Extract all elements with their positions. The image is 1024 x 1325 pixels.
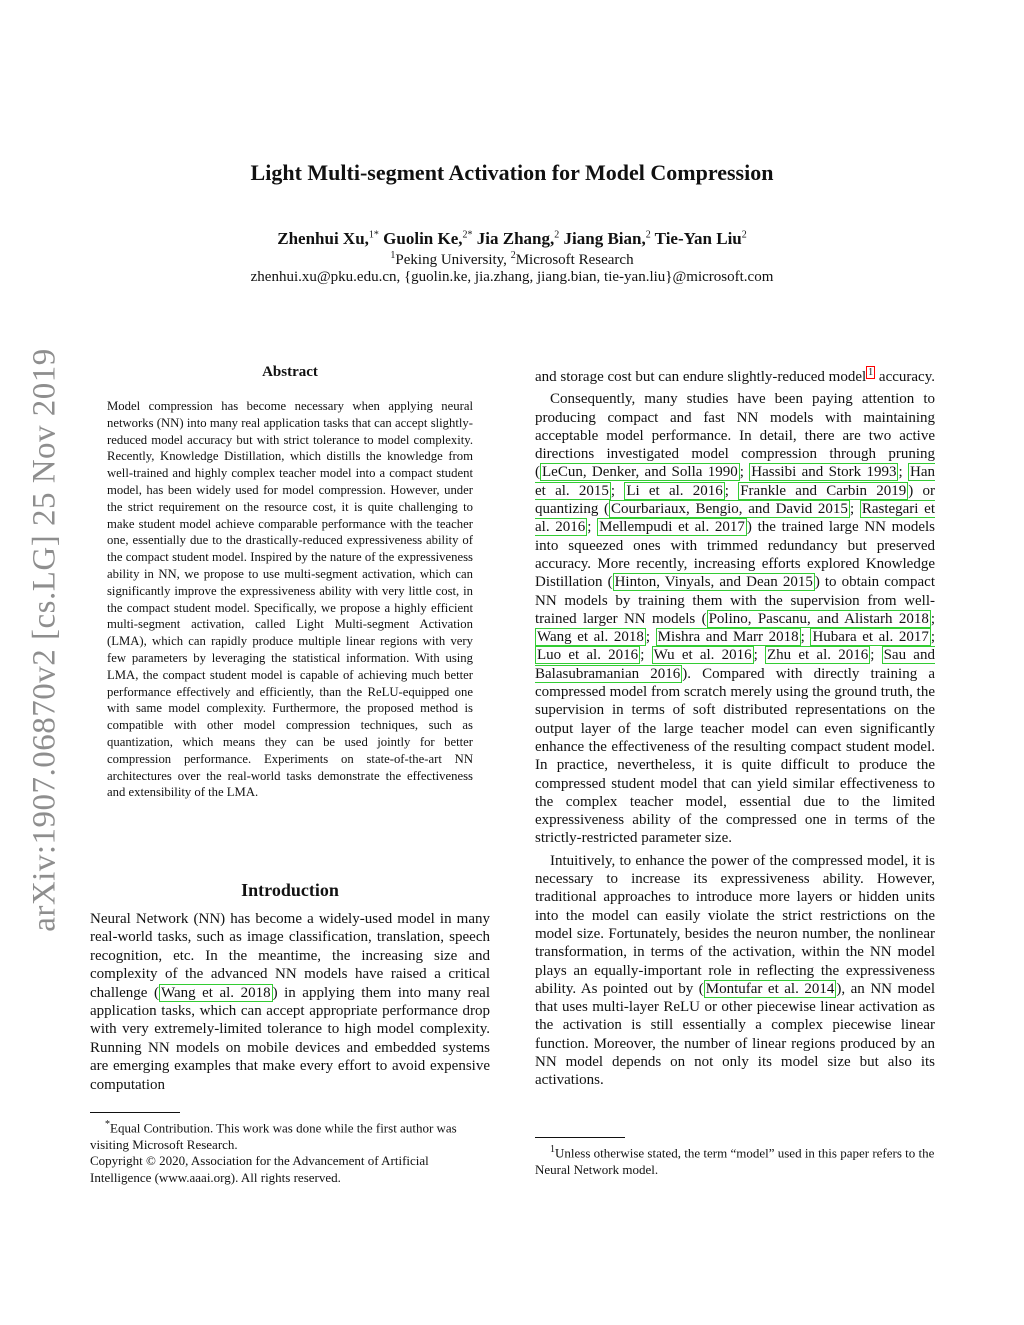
footnote-text: Equal Contribution. This work was done while the first author was visiting Microsoft Research. bbox=[90, 1120, 457, 1152]
author-name: Guolin Ke, bbox=[383, 229, 463, 248]
abstract-heading: Abstract bbox=[262, 364, 318, 380]
introduction-paragraph: Neural Network (NN) has become a widely-used model in many real-world tasks, such as image classification, translation, speech recognition, etc. In the meantime, the increasing size and complexity of the advanced NN models have raised a critical challenge ( Wang et al. 2018 ) in applying them into many real application tasks, which can accept appropriate performance drop with very extremely-limited tolerance to high model complexity. Running NN models on mobile devices and embedded systems are emerging examples that make every effort to avoid expensive computation bbox=[90, 911, 490, 1093]
citation-link[interactable]: Zhu et al. 2016 bbox=[767, 647, 869, 664]
citation-link[interactable]: Montufar et al. 2014 bbox=[705, 980, 835, 997]
introduction-heading: Introduction bbox=[241, 880, 339, 900]
footnote-rule bbox=[90, 1112, 180, 1113]
abstract-text: Model compression has become necessary when applying neural networks (NN) into many real application tasks that can accept slightly-reduced model accuracy but with strict tolerance to model complexity. Recently, Knowledge Distillation, which distills the knowledge from well-trained and highly complex teacher model into a compact student model, has been widely used for model compression. However, under the strict requirement on the resource cost, it is quite challenging to make student model achieve comparable performance with the teacher one, essentially due to the drastically-reduced expressiveness ability of the compact student model. Inspired by the nature of the expressiveness ability in NN, we propose to use multi-segment activation, which can significantly improve the expressiveness ability with very little cost, in the compact student model. Specifically, we propose a highly efficient multi-segment activation, called Light Multi-segment Activation (LMA), which can rapidly produce multiple linear regions with very few parameters by leveraging the statistical information. With using LMA, the compact student model is capable of achieving much better performance effectively and efficiently, than the ReLU-equipped one with same model complexity. Furthermore, the proposed method is compatible with other model compression techniques, such as quantization, which means they can be used jointly for better compression performance. Experiments on state-of-the-art NN architectures over the real-world tasks demonstrate the effectiveness and extensibility of the LMA. bbox=[107, 399, 473, 800]
author-affil-mark: 1* bbox=[368, 229, 379, 241]
footnote-rule bbox=[535, 1137, 625, 1138]
citation-link[interactable]: Wang et al. 2018 bbox=[537, 629, 644, 646]
footnote-left: *Equal Contribution. This work was done while the first author was visiting Microsoft Research. Copyright © 2020, Association for the Advancement of Artificial Intelligence (www.aaai.org). All rights reserved. bbox=[90, 1112, 490, 1186]
footnote-text: Unless otherwise stated, the term “model” used in this paper refers to the Neural Network model. bbox=[535, 1145, 935, 1177]
citation-link[interactable]: Rastegari et al. 2016 bbox=[535, 501, 935, 536]
paragraph: Intuitively, to enhance the power of the compressed model, it is necessary to increase its expressiveness ability. However, traditional approaches to introduce more layers or hidden units into the model can easily violate the strict restrictions on the model size. Fortunately, besides the neuron number, the nonlinear transformation, in terms of the activation, within the NN model plays an equally-important role in reflecting the expressiveness ability. As pointed out by ( Montufar et al. 2014 ), an NN model that uses multi-layer ReLU or other piecewise linear activation as the activation is still essentially a complex piecewise linear function. Moreover, the number of linear regions produced by an NN model depends on not only its model size but also its activations. bbox=[535, 852, 936, 1089]
citation-link[interactable]: Li et al. 2016 bbox=[626, 482, 723, 499]
citation-link[interactable]: Wu et al. 2016 bbox=[653, 647, 752, 664]
affiliations: $^1$Peking University, $^2$Microsoft Research bbox=[390, 250, 634, 268]
citation-link[interactable]: Courbariaux, Bengio, and David 2015 bbox=[611, 501, 848, 518]
footnote-link[interactable]: 1 bbox=[868, 367, 874, 378]
citation-link[interactable]: Mellempudi et al. 2017 bbox=[599, 519, 745, 536]
arxiv-id[interactable]: arXiv:1907.06870v2 [cs.LG] 25 Nov 2019 bbox=[26, 348, 63, 932]
paper-title: Light Multi-segment Activation for Model Compression bbox=[250, 160, 774, 185]
right-column bbox=[535, 364, 935, 1094]
copyright-notice: Copyright © 2020, Association for the Advancement of Artificial Intelligence (www.aaai.org). All rights reserved. bbox=[90, 1153, 429, 1185]
citation-link[interactable]: Hinton, Vinyals, and Dean 2015 bbox=[614, 574, 813, 591]
paragraph: Consequently, many studies have been paying attention to producing compact and fast NN models with maintaining acceptable model performance. In detail, there are two active directions investigated model compression through pruning ( LeCun, Denker, and Solla 1990 ; Hassibi and Stork 1993 ; Han et al. 2015 ; Li et al. 2016 ; Frankle and Carbin 2019 ) or quantizing ( Courbariaux, Bengio, and David 2015 ; Rastegari et al. 2016 ; Mellempudi et al. 2017 ) the trained large NN models into squeezed ones with trimmed redundancy but preserved accuracy. More recently, increasing efforts explored Knowledge Distillation ( Hinton, Vinyals, and Dean 2015 ) to obtain compact NN models by training them with the supervision from well-trained larger NN models ( Polino, Pascanu, and Alistarh 2018 ; Wang et al. 2018 ; Mishra and Marr 2018 ; Hubara et al. 2017 ; Luo et al. 2016 ; Wu et al. 2016 ; Zhu et al. 2016 ; Sau and Balasubramanian 2016 ). Compared with directly training a compressed model from scratch merely using the ground truth, the supervision in terms of soft distributed representations on the output layer of the large teacher model can even significantly enhance the effectiveness of the resulting compact student model. In practice, nevertheless, it is quite difficult to produce the compressed student model that can yield similar effectiveness to the complex teacher model, essential due to the limited expressiveness ability of the compressed one in terms of the strictly-restricted parameter size. bbox=[535, 391, 936, 847]
author-affil-mark: 2 bbox=[554, 229, 560, 241]
author-name: Tie-Yan Liu bbox=[654, 229, 742, 248]
paragraph: and storage cost but can endure slightly-reduced model $^1$ accuracy. bbox=[535, 367, 935, 385]
citation-link[interactable]: Hassibi and Stork 1993 bbox=[751, 464, 897, 481]
author-affil-mark: 2 bbox=[645, 229, 651, 241]
author-affil-mark: 2* bbox=[462, 229, 473, 241]
citation-link[interactable]: Wang et al. 2018 bbox=[160, 984, 271, 1001]
arxiv-watermark bbox=[20, 340, 70, 940]
author-name: Jia Zhang, bbox=[476, 229, 555, 248]
citation-link[interactable]: Mishra and Marr 2018 bbox=[657, 629, 799, 646]
citation-link[interactable]: Frankle and Carbin 2019 bbox=[740, 482, 907, 499]
citation-link[interactable]: Hubara et al. 2017 bbox=[812, 629, 929, 646]
citation-link[interactable]: Sau and Balasubramanian 2016 bbox=[535, 647, 935, 682]
citation-link[interactable]: Polino, Pascanu, and Alistarh 2018 bbox=[708, 610, 929, 627]
author-list bbox=[0, 229, 1024, 249]
author-emails: zhenhui.xu@pku.edu.cn, {guolin.ke, jia.zhang, jiang.bian, tie-yan.liu}@microsoft.com bbox=[250, 269, 774, 285]
footnote-right: $^1$Unless otherwise stated, the term “model” used in this paper refers to the Neural Network model. bbox=[535, 1137, 935, 1178]
citation-link[interactable]: Luo et al. 2016 bbox=[537, 647, 639, 664]
citation-link[interactable]: LeCun, Denker, and Solla 1990 bbox=[542, 464, 738, 481]
author-name: Jiang Bian, bbox=[563, 229, 646, 248]
author-name: Zhenhui Xu, bbox=[277, 229, 369, 248]
author-affil-mark: 2 bbox=[741, 229, 747, 241]
citation-link[interactable]: Han et al. 2015 bbox=[535, 464, 935, 499]
